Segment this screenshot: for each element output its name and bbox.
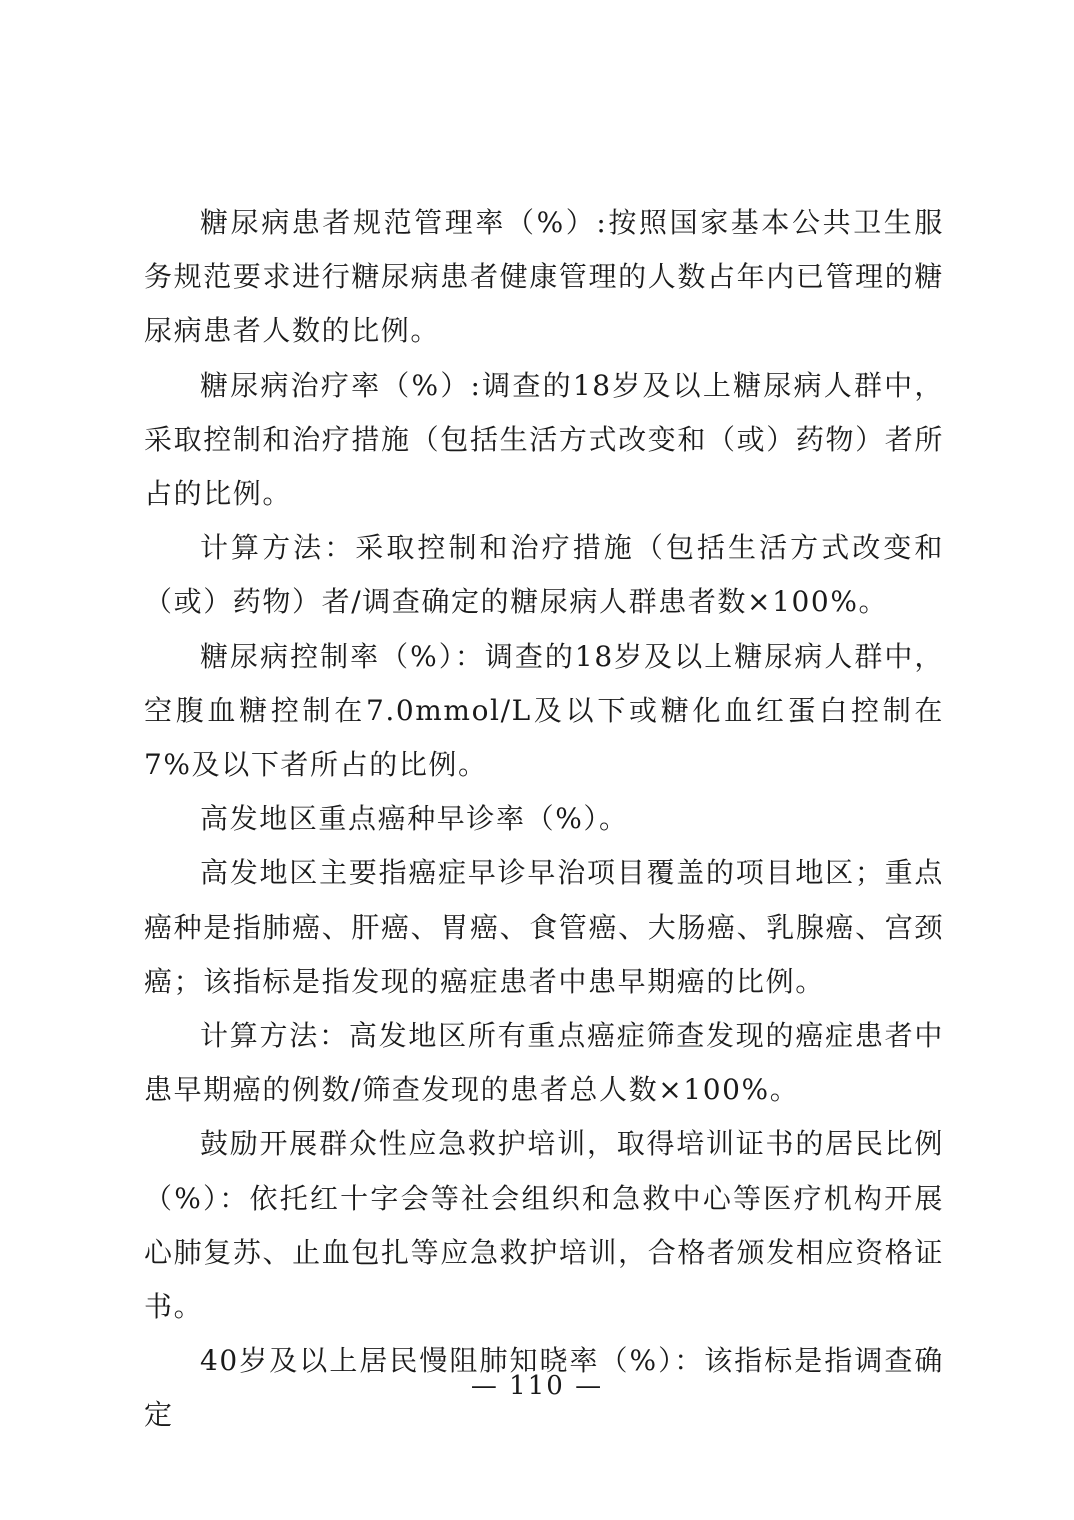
paragraph-cancer-calculation: 计算方法：高发地区所有重点癌症筛查发现的癌症患者中患早期癌的例数/筛查发现的患者总人数×100%。 [144,1019,944,1107]
paragraph-first-aid-training: 鼓励开展群众性应急救护培训，取得培训证书的居民比例（%）：依托红十字会等社会组织和急救中心等医疗机构开展心肺复苏、止血包扎等应急救护培训，合格者颁发相应资格证书。 [144,1127,944,1324]
paragraph-diabetes-management-rate: 糖尿病患者规范管理率（%）:按照国家基本公共卫生服务规范要求进行糖尿病患者健康管理的人数占年内已管理的糖尿病患者人数的比例。 [144,206,944,348]
paragraph-diabetes-treatment-rate: 糖尿病治疗率（%）:调查的18岁及以上糖尿病人群中，采取控制和治疗措施（包括生活方式改变和（或）药物）者所占的比例。 [144,368,944,511]
paragraph-cancer-definition: 高发地区主要指癌症早诊早治项目覆盖的项目地区；重点癌种是指肺癌、肝癌、胃癌、食管癌、大肠癌、乳腺癌、宫颈癌；该指标是指发现的癌症患者中患早期癌的比例。 [144,856,944,998]
body-text [144,196,944,1443]
paragraph-treatment-calculation: 计算方法：采取控制和治疗措施（包括生活方式改变和（或）药物）者/调查确定的糖尿病人群患者数×100%。 [144,531,944,619]
paragraph-copd-awareness: 40岁及以上居民慢阻肺知晓率（%）：该指标是指调查确定 [144,1344,944,1432]
paragraph-diabetes-control-rate: 糖尿病控制率（%）：调查的18岁及以上糖尿病人群中，空腹血糖控制在7.0mmol/L及以下或糖化血红蛋白控制在7%及以下者所占的比例。 [144,639,944,782]
page-number: — 110 — [470,1371,604,1401]
paragraph-cancer-early-diagnosis: 高发地区重点癌种早诊率（%）。 [200,802,629,836]
